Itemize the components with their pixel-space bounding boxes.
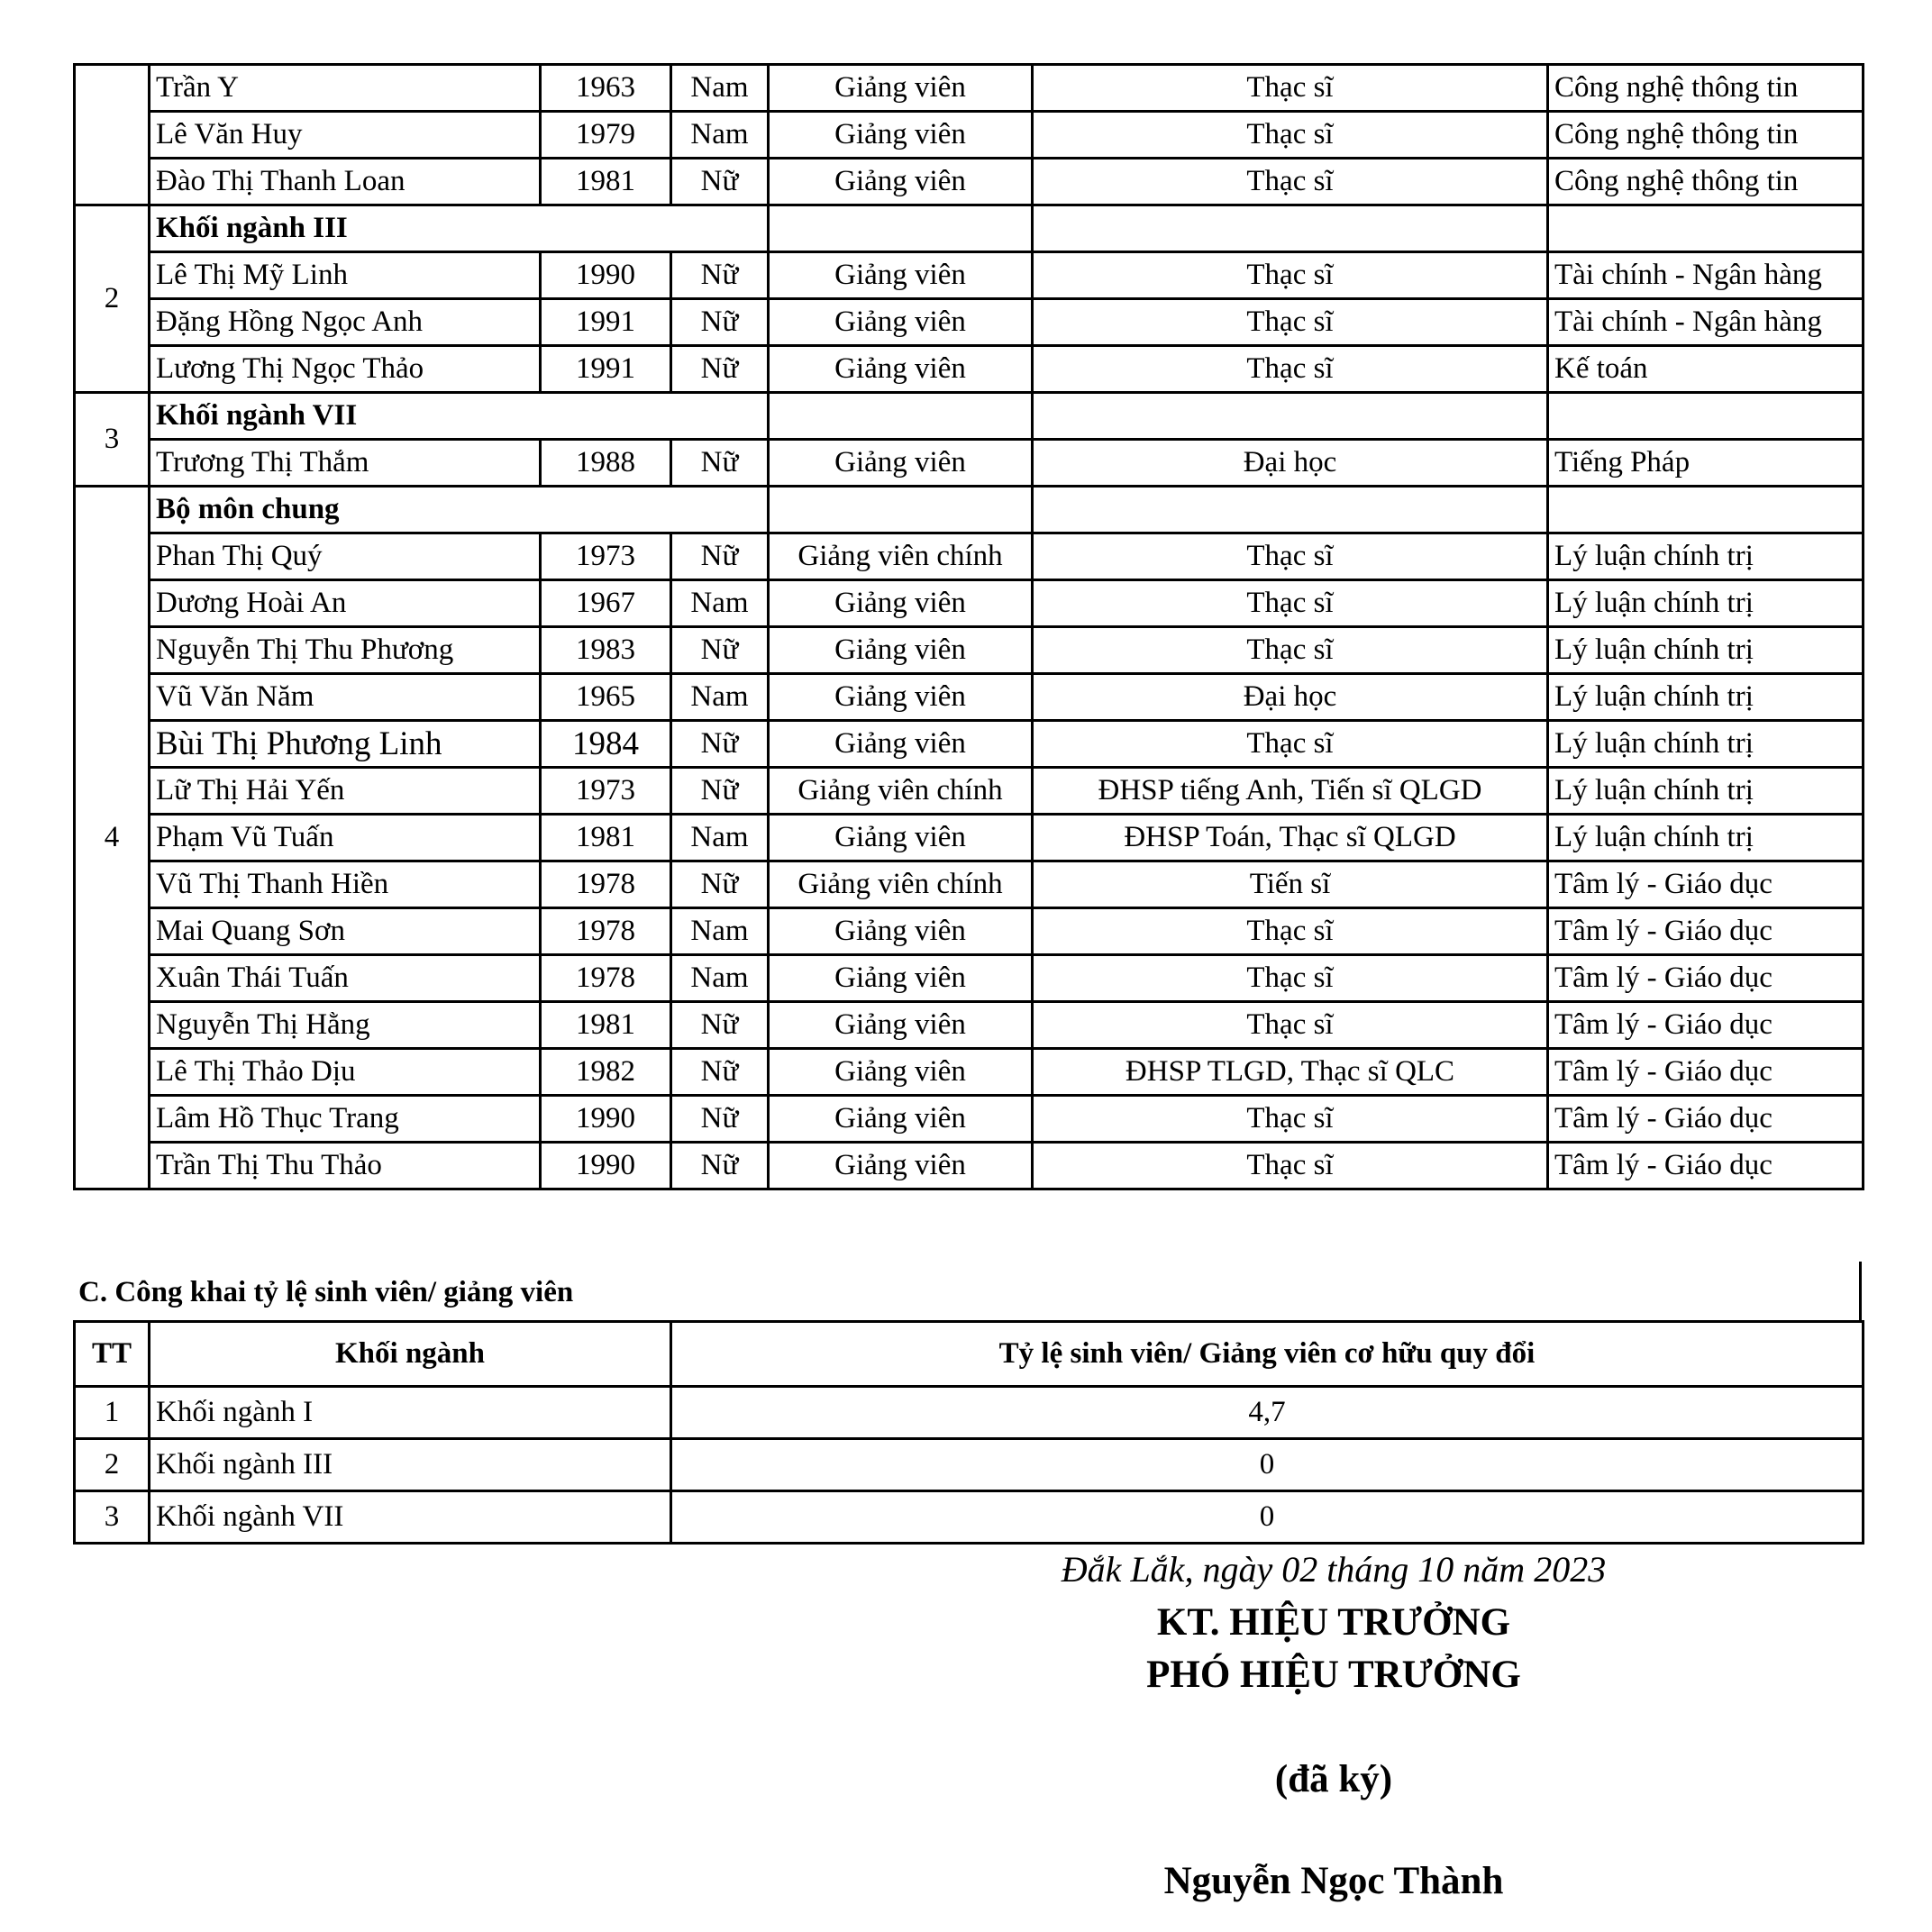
staff-name: Vũ Văn Năm — [150, 674, 541, 721]
staff-gender: Nữ — [671, 346, 769, 393]
staff-degree: Thạc sĩ — [1033, 65, 1548, 112]
ratio-header-ratio: Tỷ lệ sinh viên/ Giảng viên cơ hữu quy đổi — [671, 1322, 1864, 1387]
ratio-group: Khối ngành III — [150, 1439, 671, 1491]
staff-degree: ĐHSP tiếng Anh, Tiến sĩ QLGD — [1033, 768, 1548, 815]
empty-cell — [1548, 487, 1864, 533]
empty-cell — [1548, 393, 1864, 440]
staff-birth-year: 1984 — [541, 721, 671, 768]
empty-cell — [1033, 487, 1548, 533]
staff-row — [75, 627, 1864, 674]
staff-field: Lý luận chính trị — [1548, 627, 1864, 674]
empty-cell — [769, 205, 1033, 252]
ratio-row — [75, 1439, 1864, 1491]
staff-title: Giảng viên chính — [769, 768, 1033, 815]
staff-gender: Nữ — [671, 861, 769, 908]
staff-gender: Nữ — [671, 768, 769, 815]
staff-degree: Thạc sĩ — [1033, 908, 1548, 955]
staff-title: Giảng viên — [769, 674, 1033, 721]
signature-title-2: PHÓ HIỆU TRƯỞNG — [1146, 1654, 1521, 1696]
staff-name: Lê Văn Huy — [150, 112, 541, 159]
signature-signed-note: (đã ký) — [1274, 1758, 1393, 1800]
staff-degree: Thạc sĩ — [1033, 159, 1548, 205]
staff-name: Đào Thị Thanh Loan — [150, 159, 541, 205]
staff-field: Tâm lý - Giáo dục — [1548, 1143, 1864, 1189]
staff-field: Công nghệ thông tin — [1548, 159, 1864, 205]
signature-place-date: Đắk Lắk, ngày 02 tháng 10 năm 2023 — [1061, 1549, 1607, 1590]
staff-title: Giảng viên — [769, 1049, 1033, 1096]
staff-row — [75, 955, 1864, 1002]
staff-degree: Thạc sĩ — [1033, 1002, 1548, 1049]
staff-birth-year: 1990 — [541, 252, 671, 299]
staff-name: Phan Thị Quý — [150, 533, 541, 580]
staff-birth-year: 1978 — [541, 908, 671, 955]
staff-name: Mai Quang Sơn — [150, 908, 541, 955]
staff-name: Đặng Hồng Ngọc Anh — [150, 299, 541, 346]
staff-name: Lê Thị Mỹ Linh — [150, 252, 541, 299]
staff-gender: Nam — [671, 908, 769, 955]
staff-field: Lý luận chính trị — [1548, 580, 1864, 627]
staff-gender: Nữ — [671, 159, 769, 205]
staff-row — [75, 1002, 1864, 1049]
staff-title: Giảng viên — [769, 252, 1033, 299]
staff-name: Dương Hoài An — [150, 580, 541, 627]
staff-degree: Thạc sĩ — [1033, 252, 1548, 299]
ratio-row — [75, 1491, 1864, 1544]
staff-row — [75, 440, 1864, 487]
staff-field: Tài chính - Ngân hàng — [1548, 299, 1864, 346]
staff-degree: Thạc sĩ — [1033, 299, 1548, 346]
staff-title: Giảng viên chính — [769, 533, 1033, 580]
staff-birth-year: 1991 — [541, 299, 671, 346]
staff-field: Tâm lý - Giáo dục — [1548, 1049, 1864, 1096]
staff-title: Giảng viên — [769, 908, 1033, 955]
staff-title: Giảng viên — [769, 159, 1033, 205]
staff-name: Xuân Thái Tuấn — [150, 955, 541, 1002]
staff-gender: Nữ — [671, 1143, 769, 1189]
staff-title: Giảng viên — [769, 112, 1033, 159]
staff-name: Trương Thị Thắm — [150, 440, 541, 487]
staff-degree: Thạc sĩ — [1033, 112, 1548, 159]
staff-degree: ĐHSP Toán, Thạc sĩ QLGD — [1033, 815, 1548, 861]
staff-birth-year: 1967 — [541, 580, 671, 627]
group-heading: Bộ môn chung — [150, 487, 769, 533]
staff-field: Lý luận chính trị — [1548, 721, 1864, 768]
staff-degree: Thạc sĩ — [1033, 533, 1548, 580]
staff-name: Nguyễn Thị Hằng — [150, 1002, 541, 1049]
staff-title: Giảng viên — [769, 65, 1033, 112]
staff-title: Giảng viên — [769, 1002, 1033, 1049]
staff-degree: Thạc sĩ — [1033, 721, 1548, 768]
staff-gender: Nữ — [671, 1049, 769, 1096]
staff-field: Tâm lý - Giáo dục — [1548, 1002, 1864, 1049]
staff-birth-year: 1963 — [541, 65, 671, 112]
staff-degree: Đại học — [1033, 674, 1548, 721]
staff-birth-year: 1981 — [541, 815, 671, 861]
staff-row — [75, 299, 1864, 346]
staff-degree: Thạc sĩ — [1033, 346, 1548, 393]
signature-name: Nguyễn Ngọc Thành — [1163, 1860, 1504, 1902]
ratio-header-row — [75, 1322, 1864, 1387]
staff-degree: Thạc sĩ — [1033, 627, 1548, 674]
staff-row — [75, 252, 1864, 299]
staff-row — [75, 815, 1864, 861]
staff-row — [75, 1049, 1864, 1096]
ratio-value: 0 — [671, 1491, 1864, 1544]
staff-title: Giảng viên — [769, 721, 1033, 768]
ratio-header-tt: TT — [75, 1322, 150, 1387]
group-number: 4 — [75, 487, 150, 1189]
staff-table — [73, 63, 1864, 1190]
staff-title: Giảng viên — [769, 580, 1033, 627]
staff-gender: Nữ — [671, 440, 769, 487]
staff-degree: Thạc sĩ — [1033, 580, 1548, 627]
section-c-heading: C. Công khai tỷ lệ sinh viên/ giảng viên — [73, 1262, 1862, 1323]
staff-field: Tài chính - Ngân hàng — [1548, 252, 1864, 299]
staff-name: Lâm Hồ Thục Trang — [150, 1096, 541, 1143]
staff-birth-year: 1973 — [541, 768, 671, 815]
staff-field: Tâm lý - Giáo dục — [1548, 955, 1864, 1002]
empty-cell — [769, 393, 1033, 440]
signature-title-1: KT. HIỆU TRƯỞNG — [1156, 1601, 1511, 1644]
staff-field: Lý luận chính trị — [1548, 674, 1864, 721]
staff-gender: Nữ — [671, 627, 769, 674]
group-heading-row — [75, 487, 1864, 533]
staff-degree: Thạc sĩ — [1033, 955, 1548, 1002]
staff-degree: ĐHSP TLGD, Thạc sĩ QLC — [1033, 1049, 1548, 1096]
staff-row — [75, 674, 1864, 721]
staff-gender: Nam — [671, 955, 769, 1002]
staff-field: Tâm lý - Giáo dục — [1548, 861, 1864, 908]
staff-gender: Nam — [671, 580, 769, 627]
staff-birth-year: 1982 — [541, 1049, 671, 1096]
staff-title: Giảng viên — [769, 346, 1033, 393]
empty-cell — [1033, 205, 1548, 252]
ratio-header-group: Khối ngành — [150, 1322, 671, 1387]
staff-birth-year: 1990 — [541, 1096, 671, 1143]
staff-name: Vũ Thị Thanh Hiền — [150, 861, 541, 908]
staff-row — [75, 908, 1864, 955]
staff-row — [75, 1143, 1864, 1189]
staff-gender: Nữ — [671, 533, 769, 580]
group-heading: Khối ngành III — [150, 205, 769, 252]
staff-title: Giảng viên — [769, 1143, 1033, 1189]
ratio-tt: 2 — [75, 1439, 150, 1491]
staff-row — [75, 65, 1864, 112]
staff-field: Lý luận chính trị — [1548, 815, 1864, 861]
staff-birth-year: 1990 — [541, 1143, 671, 1189]
staff-birth-year: 1983 — [541, 627, 671, 674]
staff-name: Bùi Thị Phương Linh — [150, 721, 541, 768]
group-number-cell — [75, 65, 150, 205]
staff-name: Lữ Thị Hải Yến — [150, 768, 541, 815]
staff-field: Tiếng Pháp — [1548, 440, 1864, 487]
staff-row — [75, 721, 1864, 768]
ratio-group: Khối ngành VII — [150, 1491, 671, 1544]
staff-title: Giảng viên — [769, 299, 1033, 346]
staff-gender: Nữ — [671, 1096, 769, 1143]
staff-birth-year: 1979 — [541, 112, 671, 159]
staff-name: Trần Y — [150, 65, 541, 112]
staff-title: Giảng viên — [769, 440, 1033, 487]
staff-row — [75, 159, 1864, 205]
staff-field: Tâm lý - Giáo dục — [1548, 1096, 1864, 1143]
group-heading: Khối ngành VII — [150, 393, 769, 440]
staff-row — [75, 346, 1864, 393]
staff-birth-year: 1981 — [541, 159, 671, 205]
empty-cell — [1548, 205, 1864, 252]
staff-gender: Nam — [671, 815, 769, 861]
ratio-group: Khối ngành I — [150, 1387, 671, 1439]
staff-birth-year: 1991 — [541, 346, 671, 393]
staff-gender: Nam — [671, 674, 769, 721]
staff-title: Giảng viên chính — [769, 861, 1033, 908]
staff-field: Tâm lý - Giáo dục — [1548, 908, 1864, 955]
staff-title: Giảng viên — [769, 955, 1033, 1002]
staff-gender: Nữ — [671, 1002, 769, 1049]
staff-row — [75, 1096, 1864, 1143]
staff-field: Lý luận chính trị — [1548, 768, 1864, 815]
staff-name: Nguyễn Thị Thu Phương — [150, 627, 541, 674]
ratio-tt: 3 — [75, 1491, 150, 1544]
ratio-row — [75, 1387, 1864, 1439]
staff-gender: Nữ — [671, 252, 769, 299]
staff-degree: Đại học — [1033, 440, 1548, 487]
ratio-value: 0 — [671, 1439, 1864, 1491]
staff-field: Kế toán — [1548, 346, 1864, 393]
staff-birth-year: 1965 — [541, 674, 671, 721]
staff-birth-year: 1973 — [541, 533, 671, 580]
staff-gender: Nam — [671, 112, 769, 159]
staff-gender: Nam — [671, 65, 769, 112]
staff-title: Giảng viên — [769, 815, 1033, 861]
staff-title: Giảng viên — [769, 1096, 1033, 1143]
staff-row — [75, 580, 1864, 627]
empty-cell — [769, 487, 1033, 533]
staff-row — [75, 533, 1864, 580]
staff-title: Giảng viên — [769, 627, 1033, 674]
group-heading-row — [75, 393, 1864, 440]
group-number: 2 — [75, 205, 150, 393]
staff-row — [75, 861, 1864, 908]
staff-field: Công nghệ thông tin — [1548, 112, 1864, 159]
staff-birth-year: 1988 — [541, 440, 671, 487]
group-number: 3 — [75, 393, 150, 487]
staff-degree: Thạc sĩ — [1033, 1096, 1548, 1143]
staff-birth-year: 1981 — [541, 1002, 671, 1049]
staff-name: Trần Thị Thu Thảo — [150, 1143, 541, 1189]
staff-degree: Tiến sĩ — [1033, 861, 1548, 908]
ratio-value: 4,7 — [671, 1387, 1864, 1439]
ratio-table — [73, 1320, 1864, 1545]
group-heading-row — [75, 205, 1864, 252]
empty-cell — [1033, 393, 1548, 440]
ratio-tt: 1 — [75, 1387, 150, 1439]
staff-field: Công nghệ thông tin — [1548, 65, 1864, 112]
staff-name: Lương Thị Ngọc Thảo — [150, 346, 541, 393]
staff-birth-year: 1978 — [541, 955, 671, 1002]
staff-row — [75, 112, 1864, 159]
staff-name: Lê Thị Thảo Dịu — [150, 1049, 541, 1096]
staff-name: Phạm Vũ Tuấn — [150, 815, 541, 861]
staff-gender: Nữ — [671, 299, 769, 346]
staff-degree: Thạc sĩ — [1033, 1143, 1548, 1189]
staff-gender: Nữ — [671, 721, 769, 768]
staff-row — [75, 768, 1864, 815]
staff-birth-year: 1978 — [541, 861, 671, 908]
staff-field: Lý luận chính trị — [1548, 533, 1864, 580]
